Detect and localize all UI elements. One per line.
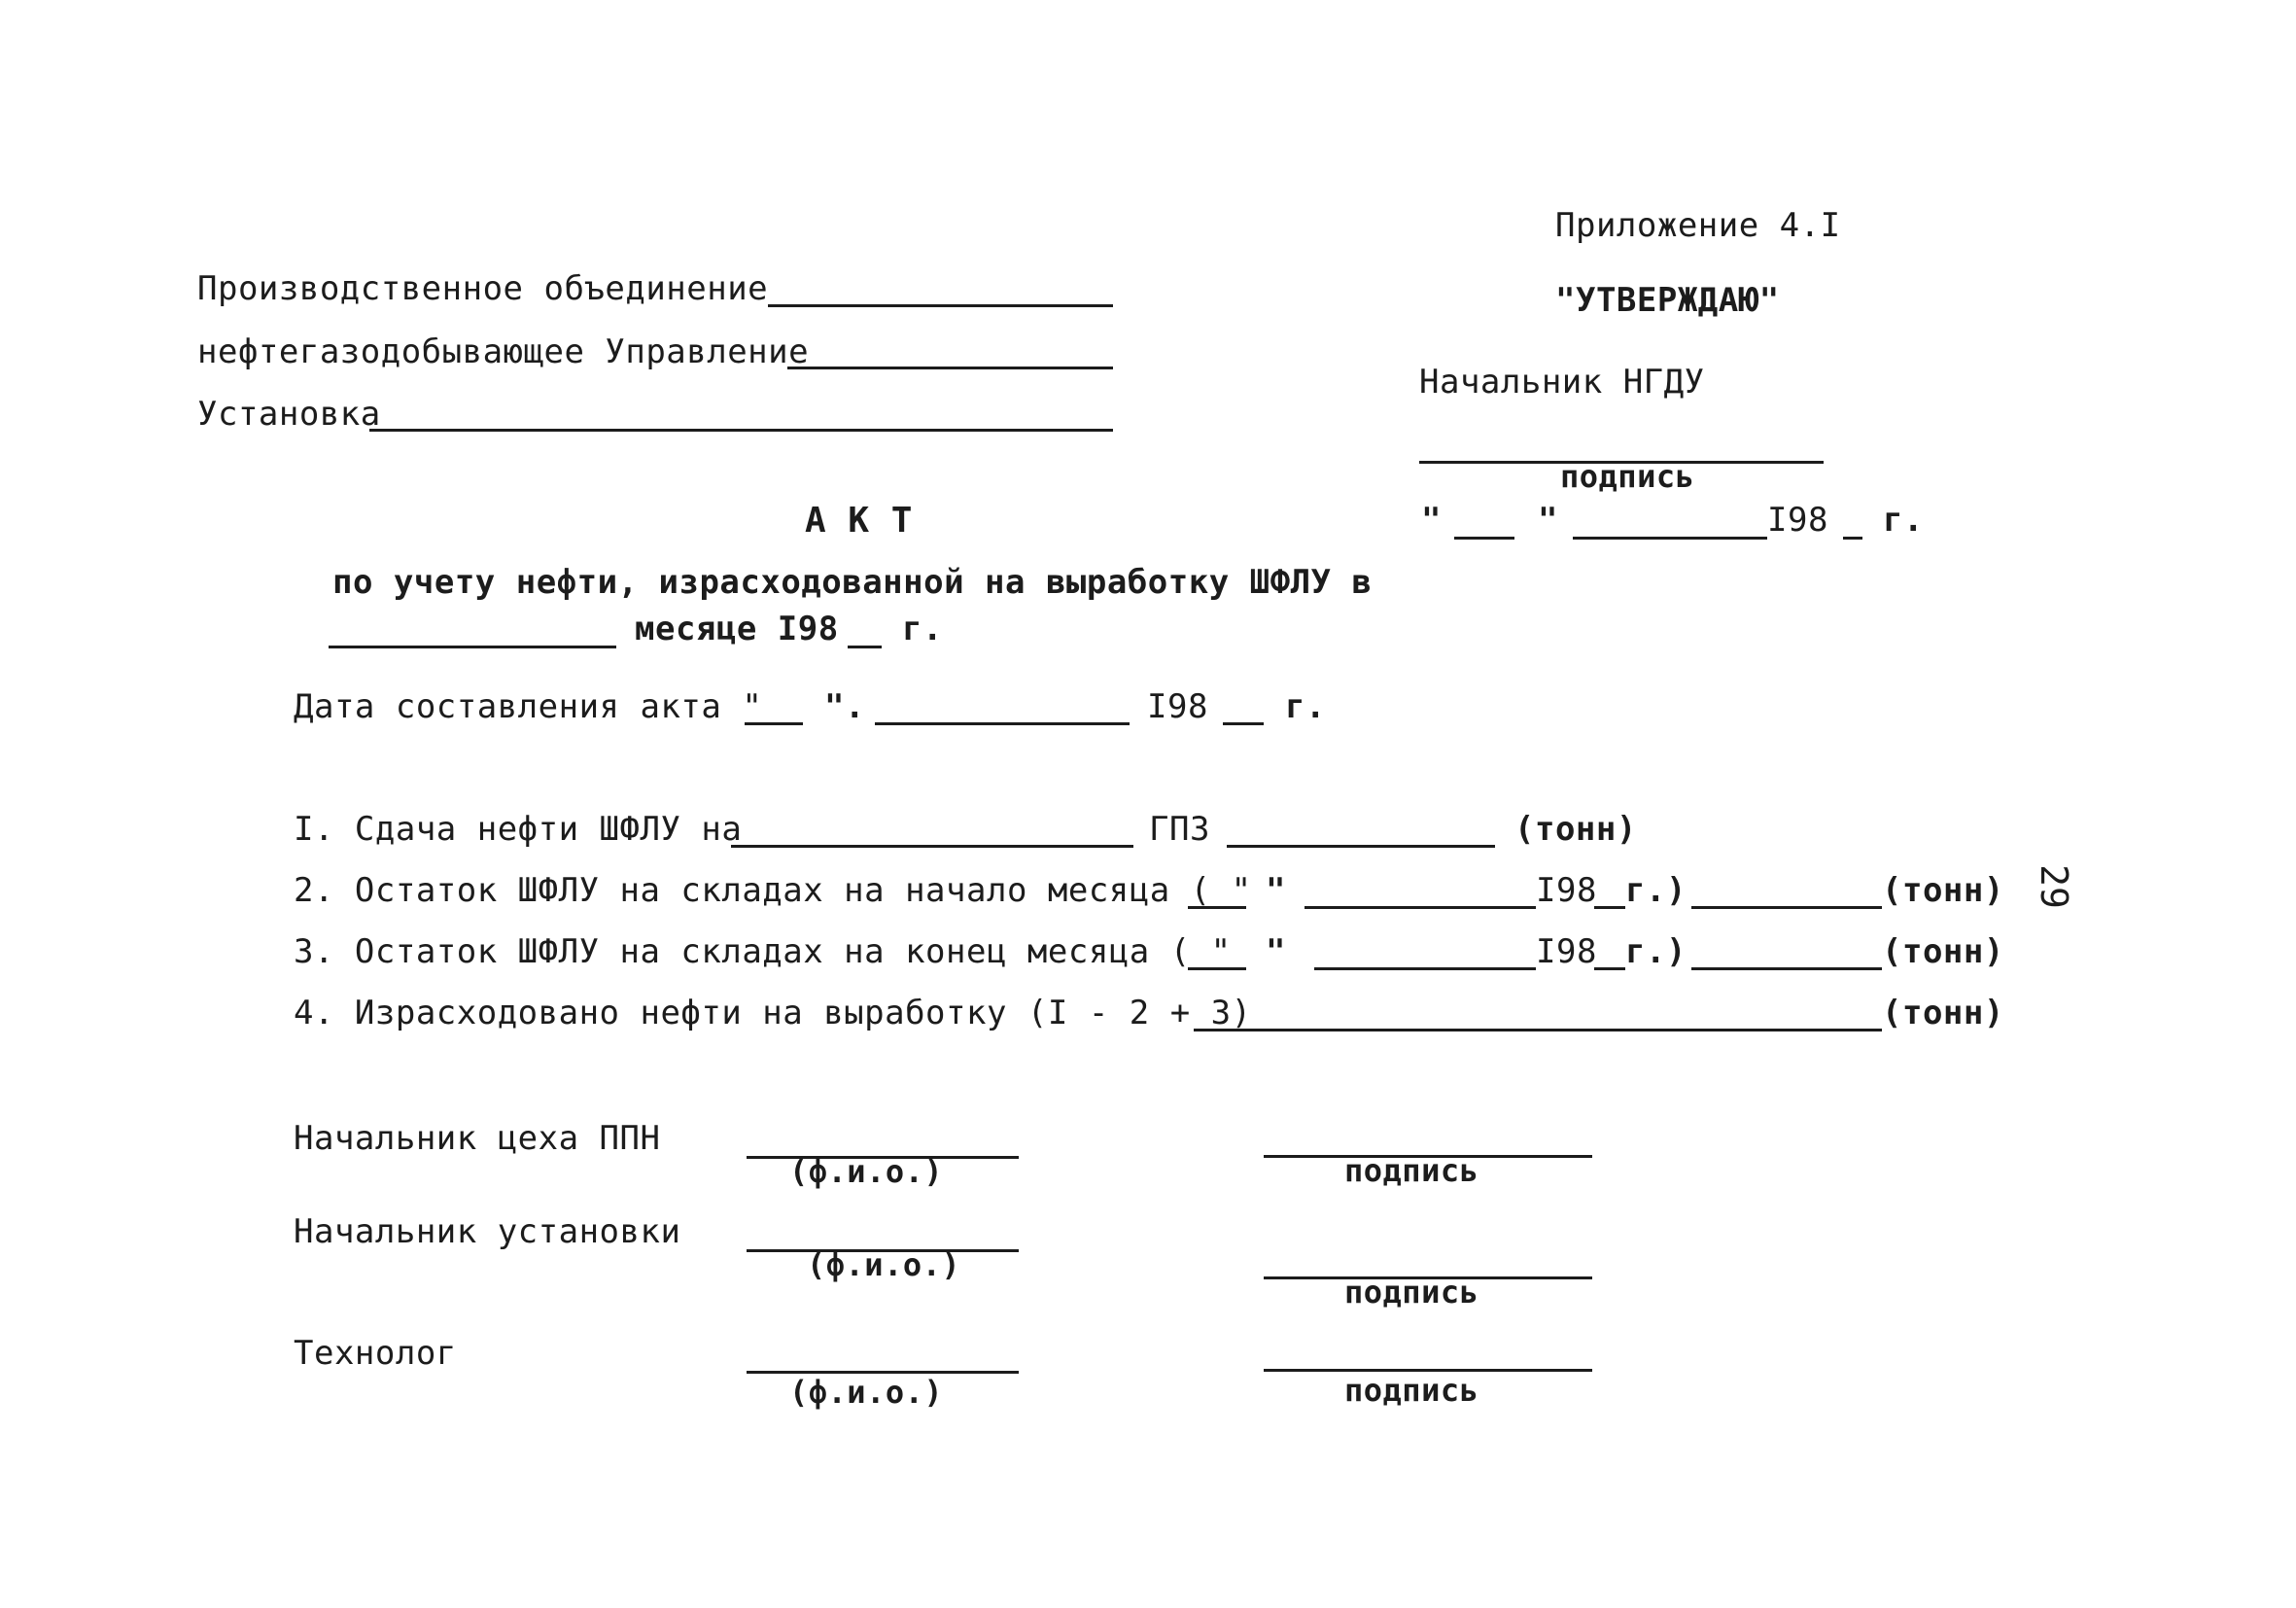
compiled-year: I98 bbox=[1147, 687, 1208, 726]
item4-amount-field[interactable] bbox=[1194, 1029, 1882, 1031]
compiled-year-digit-field[interactable] bbox=[1223, 722, 1264, 725]
item3-unit: (тонн) bbox=[1882, 932, 2004, 971]
item3-year: I98 bbox=[1536, 932, 1597, 971]
item3-amount-field[interactable] bbox=[1691, 967, 1882, 970]
ngdu-field[interactable] bbox=[787, 367, 1113, 369]
act-month-field[interactable] bbox=[329, 646, 616, 648]
installation-label: Установка bbox=[197, 395, 381, 434]
installation-head-fio-caption: (ф.и.о.) bbox=[807, 1246, 961, 1283]
item2-year: I98 bbox=[1536, 871, 1597, 910]
compiled-month-field[interactable] bbox=[875, 722, 1130, 725]
item1-unit: (тонн) bbox=[1514, 810, 1637, 849]
act-month-label: месяце I98 bbox=[635, 610, 839, 648]
item2-quote: " bbox=[1266, 871, 1286, 910]
approval-date-quote-open: " bbox=[1421, 501, 1442, 540]
item2-year-suffix: г.) bbox=[1625, 871, 1687, 910]
shop-head-fio-caption: (ф.и.о.) bbox=[789, 1153, 944, 1190]
association-label: Производственное объединение bbox=[197, 269, 769, 308]
page-number: 29 bbox=[2032, 864, 2075, 909]
installation-head-label: Начальник установки bbox=[294, 1212, 681, 1251]
approver-signature-caption: подпись bbox=[1560, 458, 1695, 495]
approver-position: Начальник НГДУ bbox=[1419, 363, 1705, 402]
item1-gpz-field[interactable] bbox=[1227, 845, 1495, 848]
installation-field[interactable] bbox=[369, 429, 1113, 432]
approval-year-suffix: г. bbox=[1883, 501, 1924, 540]
approval-date-quote-close: " bbox=[1538, 501, 1558, 540]
item3-month-field[interactable] bbox=[1314, 967, 1536, 970]
shop-head-label: Начальник цеха ППН bbox=[294, 1119, 661, 1158]
compiled-quote-end: ". bbox=[824, 687, 865, 726]
item3-day-field[interactable] bbox=[1188, 967, 1246, 970]
item4-label: 4. Израсходовано нефти на выработку (I - 2 + 3) bbox=[294, 994, 1252, 1032]
item3-year-digit-field[interactable] bbox=[1594, 967, 1625, 970]
item1-label: I. Сдача нефти ШФЛУ на bbox=[294, 810, 743, 849]
approval-year-digit-field[interactable] bbox=[1843, 537, 1862, 540]
ngdu-label: нефтегазодобывающее Управление bbox=[197, 332, 810, 371]
approve-stamp: "УТВЕРЖДАЮ" bbox=[1555, 281, 1780, 320]
item1-destination-field[interactable] bbox=[731, 845, 1133, 848]
approval-year: I98 bbox=[1767, 501, 1828, 540]
shop-head-signature-caption: подпись bbox=[1344, 1152, 1479, 1189]
compiled-day-field[interactable] bbox=[745, 722, 803, 725]
technologist-fio-caption: (ф.и.о.) bbox=[789, 1374, 944, 1411]
item2-amount-field[interactable] bbox=[1691, 906, 1882, 909]
compiled-date-label: Дата составления акта " bbox=[294, 687, 763, 726]
technologist-signature-caption: подпись bbox=[1344, 1372, 1479, 1409]
approval-month-field[interactable] bbox=[1573, 537, 1767, 540]
installation-head-signature-caption: подпись bbox=[1344, 1274, 1479, 1311]
appendix-label: Приложение 4.I bbox=[1555, 206, 1841, 245]
item3-year-suffix: г.) bbox=[1625, 932, 1687, 971]
item2-month-field[interactable] bbox=[1305, 906, 1536, 909]
technologist-label: Технолог bbox=[294, 1334, 457, 1373]
item2-year-digit-field[interactable] bbox=[1594, 906, 1625, 909]
item4-unit: (тонн) bbox=[1882, 994, 2004, 1032]
act-heading: А К Т bbox=[805, 501, 913, 541]
act-month-suffix: г. bbox=[902, 610, 943, 648]
compiled-year-suffix: г. bbox=[1285, 687, 1326, 726]
item2-label: 2. Остаток ШФЛУ на складах на начало месяца ( " bbox=[294, 871, 1252, 910]
item3-label: 3. Остаток ШФЛУ на складах на конец месяца ( " bbox=[294, 932, 1232, 971]
item2-day-field[interactable] bbox=[1188, 906, 1246, 909]
item3-quote: " bbox=[1266, 932, 1286, 971]
act-subtitle: по учету нефти, израсходованной на выработку ШФЛУ в bbox=[332, 563, 1373, 602]
approval-day-field[interactable] bbox=[1454, 537, 1514, 540]
item1-gpz: ГПЗ bbox=[1149, 810, 1210, 849]
item2-unit: (тонн) bbox=[1882, 871, 2004, 910]
act-year-digit-field[interactable] bbox=[848, 646, 882, 648]
association-field[interactable] bbox=[768, 304, 1113, 307]
